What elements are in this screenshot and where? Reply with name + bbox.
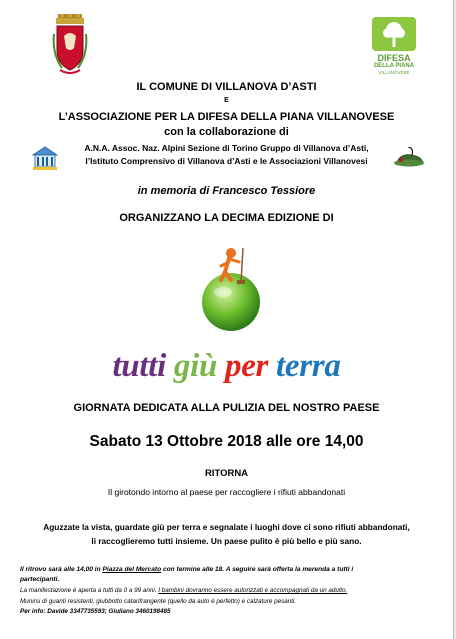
info-bambini: I bambini dovranno essere autorizzati e accompagnati da un adulto. — [158, 587, 348, 594]
header-collaborazione: con la collaborazione di — [164, 126, 289, 138]
partners-line-2: l’Istituto Comprensivo di Villanova d’Asti e le Associazioni Villanovesi — [85, 156, 368, 166]
info-manifestazione: La manifestazione è aperta a tutti da 0 a 99 anni. I bambini dovranno essere autorizzati e accompagnati da un adulto. — [20, 587, 348, 594]
girotondo-text: Il girotondo intorno al paese per raccogliere i rifiuti abbandonati — [107, 487, 346, 497]
logo-title: DIFESA — [377, 53, 411, 63]
subtitle: GIORNATA DEDICATA ALLA PULIZIA DEL NOSTRO PAESE — [73, 402, 380, 414]
coat-of-arms-icon — [52, 14, 88, 76]
info-ritrovo: Il ritrovo sarà alle 14,00 in Piazza del Mercato con termine alle 18. A seguire sarà offerta la merenda a tutti i — [20, 566, 354, 573]
title-word-terra: terra — [276, 348, 341, 384]
appeal-line-1: Aguzzate la vista, guardate giù per terra e segnalate i luoghi dove ci sono rifiuti abbandonati, — [43, 522, 410, 532]
ritorna-text: RITORNA — [204, 468, 249, 479]
globe-cleaner-icon — [197, 232, 269, 332]
event-date: Sabato 13 Ottobre 2018 alle ore 14,00 — [89, 433, 364, 450]
title-word-per: per — [225, 348, 269, 384]
info-details — [20, 586, 450, 618]
logo-caption: VILLANOVESE — [378, 70, 410, 75]
info-block — [20, 565, 440, 585]
header-associazione: L’ASSOCIAZIONE PER LA DIFESA DELLA PIANA VILLANOVESE — [58, 111, 395, 123]
info-ritrovo-place: Piazza del Mercato — [102, 566, 162, 573]
title-word-tutti: tutti — [112, 348, 166, 384]
title-word-giu: giù — [173, 348, 218, 384]
memoria-text: in memoria di Francesco Tessiore — [137, 185, 316, 197]
logo-subtitle: DELLA PIANA — [373, 63, 415, 69]
header-e: E — [224, 97, 229, 104]
info-partecipanti: partecipanti. — [20, 576, 60, 583]
header-comune: IL COMUNE DI VILLANOVA D’ASTI — [136, 81, 317, 93]
info-contatti: Per info: Davide 3347735593; Giuliano 3460198485 — [20, 608, 171, 615]
tree-logo-icon — [372, 17, 416, 51]
difesa-logo — [372, 17, 416, 76]
school-building-icon — [30, 143, 60, 173]
appeal-line-2: li raccoglieremo tutti insieme. Un paese pulito è più bello e più sano. — [91, 536, 362, 546]
info-munirsi: Munirsi di guanti resistenti, giubbotto catarifrangente (quello da auto è perfetto) e calzature pesanti. — [20, 597, 297, 605]
organizzano-text: ORGANIZZANO LA DECIMA EDIZIONE DI — [119, 212, 334, 224]
partners-line-1: A.N.A. Assoc. Naz. Alpini Sezione di Torino Gruppo di Villanova d’Asti, — [84, 143, 369, 153]
event-title — [0, 348, 453, 385]
alpini-hat-icon — [392, 147, 426, 169]
